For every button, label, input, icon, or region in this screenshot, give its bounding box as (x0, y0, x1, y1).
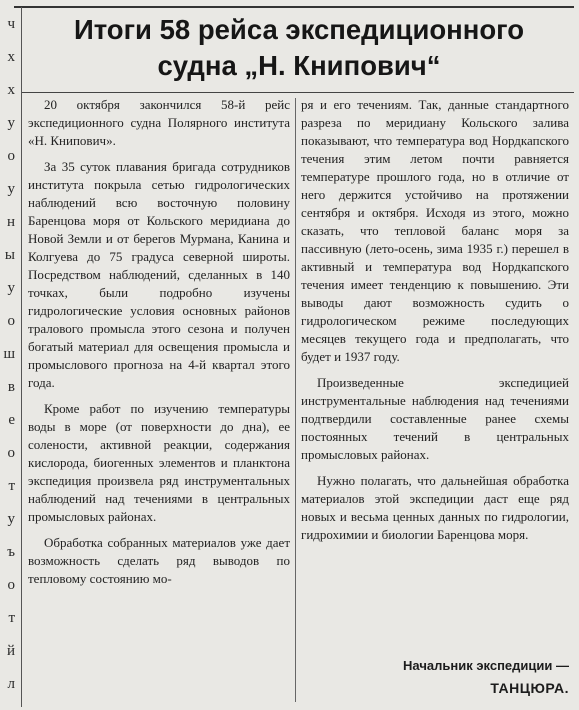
paragraph: За 35 суток плавания бригада сотрудников института покрыла сетью гидрологических наблюдений всю восточную половину Баренцова моря от Кольского меридиана до Новой Земли и от берегов Мурмана, Канина и Колгуева до 75 градуса северной широты. Посредством наблюдений, сделанных в 140 точках, были подробно изучены гидрологические условия основных районов тралового промысла этого сезона и получен богатый материал для освещения промысла и промыслового прогноза на 4-й квартал этого года. (28, 159, 290, 390)
margin-char: о (7, 577, 15, 593)
margin-char: у (7, 511, 15, 527)
paragraph: Нужно полагать, что дальнейшая обработка материалов этой экспедиции даст еще ряд новых и весьма ценных данных по гидрологии, гидрохимии и биологии Баренцова моря. (301, 473, 569, 542)
middle-column-divider (295, 98, 296, 702)
article-headline (24, 12, 574, 84)
margin-char: х (7, 49, 15, 65)
margin-char: ш (3, 346, 15, 362)
paragraph: Кроме работ по изучению температуры воды в море (от поверхности до дна), ее солености, активной реакции, содержания кислорода, биогенных элементов и планктона экспедиция произвела ряд инструментальных наблюдений над течениями в центральных промысловых районах. (28, 401, 290, 524)
margin-char: х (7, 82, 15, 98)
left-column-divider (21, 7, 22, 707)
margin-char: т (8, 610, 15, 626)
headline-line-2: судна „Н. Книпович“ (157, 50, 441, 81)
paragraph: Обработка собранных материалов уже дает возможность сделать ряд выводов по тепловому состоянию мо- (28, 535, 290, 586)
margin-char: в (7, 379, 15, 395)
margin-char: ы (4, 247, 15, 263)
margin-char: е (8, 412, 15, 428)
margin-char: т (8, 478, 15, 494)
margin-char: ъ (7, 544, 15, 560)
article-column-right (301, 96, 569, 544)
margin-char: о (7, 313, 15, 329)
paragraph: 20 октября закончился 58-й рейс экспедиционного судна Полярного института «Н. Книпович». (28, 97, 290, 148)
margin-char: й (6, 643, 15, 659)
paragraph: ря и его течениям. Так, данные стандартного разреза по меридиану Кольского залива показывают, что температура вод Нордкапского течения этим летом почти равняется температуре прошлого года, но в отличие от него держится устойчиво на протяжении сентября и октября. Исходя из этого, можно сказать, что тепловой баланс моря за пассивную (лето-осень, зима 1935 г.) перешел в активный и температура вод Нордкапского течения имеет тенденцию к повышению. Эти выводы дают возможность судить о гидрологическом режиме последующих месяцев текущего года и предполагать, что будет и 1937 году. (301, 97, 569, 364)
margin-char: у (7, 115, 15, 131)
adjacent-column-fragment (0, 8, 20, 708)
paragraph: Произведенные экспедицией инструментальные наблюдения над течениями подтвердили составленные ранее схемы постоянных течений в центральных промысловых районах. (301, 375, 569, 462)
margin-char: о (7, 148, 15, 164)
margin-char: л (7, 676, 15, 692)
margin-char: у (7, 181, 15, 197)
signature-role: Начальник экспедиции — (403, 658, 569, 673)
margin-char: ч (7, 16, 15, 32)
top-rule (14, 6, 574, 8)
signature-name: ТАНЦЮРА. (490, 680, 569, 696)
title-divider (22, 92, 574, 93)
margin-char: о (7, 445, 15, 461)
headline-line-1: Итоги 58 рейса экспедиционного (73, 14, 525, 45)
margin-char: н (6, 214, 15, 230)
margin-char: у (7, 280, 15, 296)
article-column-left (28, 96, 290, 588)
